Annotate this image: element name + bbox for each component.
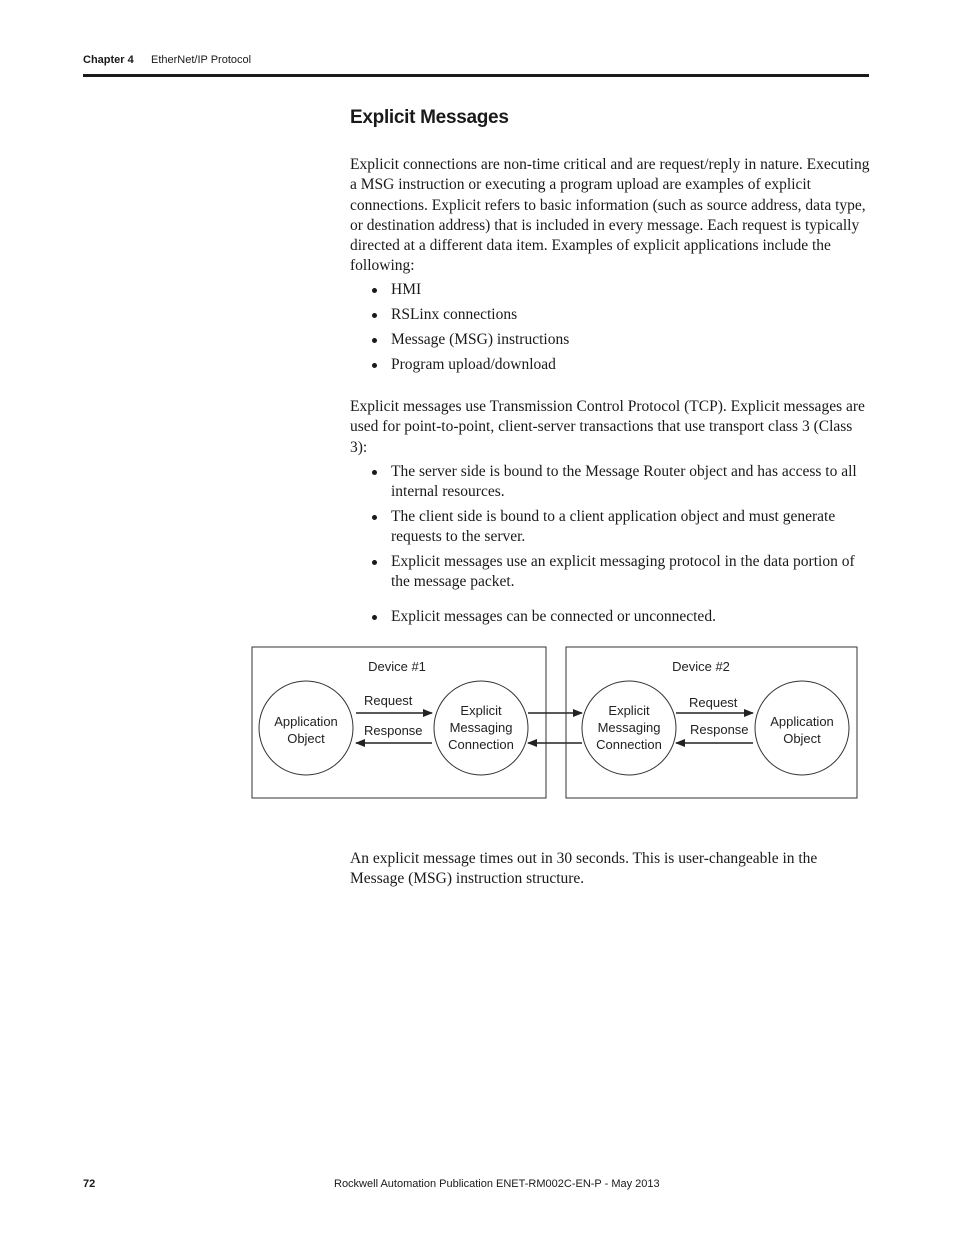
device-2-request-label: Request [689,695,738,710]
publication-info: Rockwell Automation Publication ENET-RM002C-EN-P - May 2013 [334,1178,660,1190]
header-rule [83,74,869,77]
bullet-icon [372,313,377,318]
device-1-app-label-line-2: Object [287,731,325,746]
list-item [372,355,872,380]
device-2-conn-label-line-1: Explicit [608,703,650,718]
list-item [372,305,872,330]
device-1-app-label-line-1: Application [274,714,338,729]
bullet-icon [372,515,377,520]
list-item-text: Message (MSG) instructions [391,331,570,348]
bullet-icon [372,560,377,565]
bullet-icon [372,288,377,293]
device-2-conn-label-line-3: Connection [596,737,662,752]
device-2-app-label-line-1: Application [770,714,834,729]
bullet-icon [372,363,377,368]
list-item [372,507,872,552]
list-item [372,607,872,632]
list-item [372,552,872,607]
device-1-request-label: Request [364,693,413,708]
device-2-conn-label-line-2: Messaging [597,720,661,735]
page-title: Explicit Messages [350,107,509,128]
intro-paragraph: Explicit connections are non-time critical and are request/reply in nature. Executing a MSG instruction or executing a program upload are examples of explicit connections. Explicit refers to basic information (such as source address, data type, or destination address) that is included in every message. Each request is typically directed at a different data item. Examples of explicit applications include the following: [350,156,870,275]
list-item [372,462,872,507]
device-2-label: Device #2 [672,659,730,674]
list-item-text: Explicit messages use an explicit messaging protocol in the data portion of the message packet. [391,553,855,591]
explicit-messaging-diagram [250,645,860,802]
device-1-label: Device #1 [368,659,426,674]
device-1-response-label: Response [364,723,423,738]
tcp-points-list [372,462,872,632]
list-item-text: The server side is bound to the Message Router object and has access to all internal resources. [391,463,857,501]
device-1-conn-label-line-2: Messaging [449,720,513,735]
bullet-icon [372,470,377,475]
list-item-text: Program upload/download [391,356,556,373]
bullet-icon [372,338,377,343]
chapter-label: Chapter 4 [83,54,134,66]
page-number: 72 [83,1178,96,1190]
section-label: EtherNet/IP Protocol [151,54,252,66]
device-1-conn-label-line-1: Explicit [460,703,502,718]
device-1-conn-label-line-3: Connection [448,737,514,752]
list-item-text: Explicit messages can be connected or unconnected. [391,608,716,625]
list-item-text: The client side is bound to a client application object and must generate requests to the server. [391,508,836,546]
tcp-paragraph: Explicit messages use Transmission Control Protocol (TCP). Explicit messages are used for point-to-point, client-server transactions that use transport class 3 (Class 3): [350,398,865,456]
device-2-response-label: Response [690,722,749,737]
device-2-app-label-line-2: Object [783,731,821,746]
examples-list [372,280,872,380]
list-item-text: RSLinx connections [391,306,518,323]
list-item [372,330,872,355]
timeout-paragraph: An explicit message times out in 30 seconds. This is user-changeable in the Message (MSG) instruction structure. [350,850,818,888]
list-item-text: HMI [391,281,422,298]
list-item [372,280,872,305]
bullet-icon [372,615,377,620]
